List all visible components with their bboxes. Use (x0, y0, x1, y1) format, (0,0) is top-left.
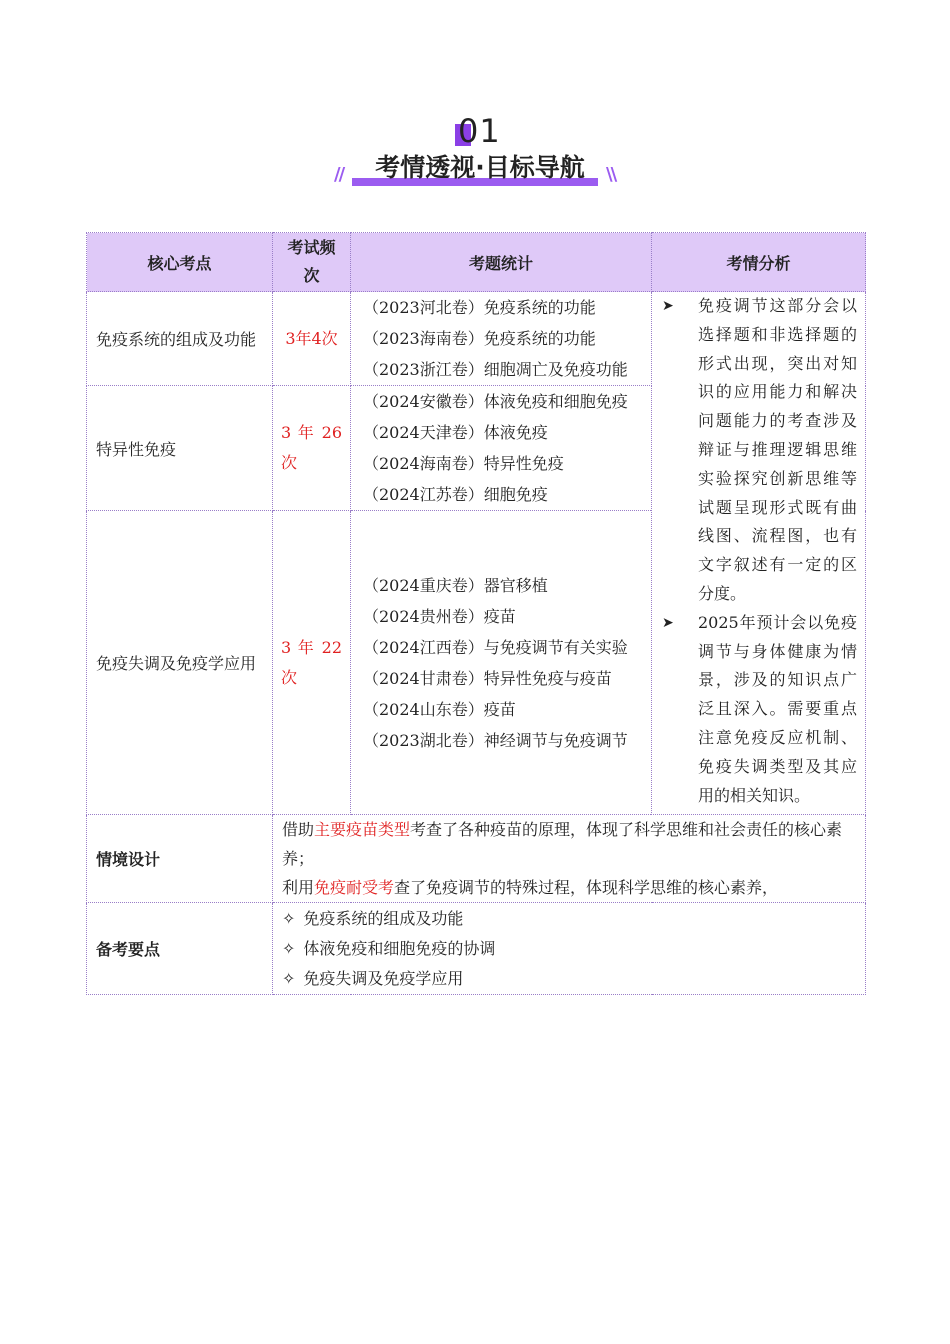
analysis-bullet: ➤ 2025年预计会以免疫调节与身体健康为情景，涉及的知识点广泛且深入。需要重点注意免疫反应机制、免疫失调类型及其应用的相关知识。 (660, 609, 857, 811)
exam-analysis-table (86, 232, 866, 995)
highlight-text: 免疫耐受考 (314, 878, 395, 897)
prep-item: ✧ 体液免疫和细胞免疫的协调 (282, 938, 496, 958)
table-header-row (87, 233, 866, 292)
arrowhead-bullet-icon: ➤ (662, 298, 674, 314)
scenario-label: 情境设计 (87, 815, 273, 903)
statistics-cell (351, 511, 652, 815)
right-slash-decoration: \\ (606, 164, 616, 185)
arrowhead-bullet-icon: ➤ (662, 614, 674, 631)
stat-item: （2024甘肃卷）特异性免疫与疫苗 (363, 668, 612, 688)
stat-item: （2023湖北卷）神经调节与免疫调节 (363, 730, 628, 750)
table-row (87, 292, 866, 386)
header-analysis: 考情分析 (652, 233, 866, 292)
diamond-bullet-icon: ✧ (282, 968, 296, 988)
analysis-bullet: ➤ 免疫调节这部分会以选择题和非选择题的形式出现，突出对知识的应用能力和解决问题能力的考查涉及辩证与推理逻辑思维实验探究创新思维等试题呈现形式既有曲线图、流程图，也有文字叙述有一定的区分度。 (660, 292, 857, 609)
preparation-row (87, 903, 866, 995)
prep-item: ✧ 免疫失调及免疫学应用 (282, 968, 464, 988)
header-core-topic: 核心考点 (87, 233, 273, 292)
preparation-label: 备考要点 (87, 903, 273, 995)
highlight-text: 主要疫苗类型 (314, 820, 411, 839)
stat-item: （2024重庆卷）器官移植 (363, 575, 548, 595)
section-number: 01 (458, 112, 501, 150)
stat-item: （2024天津卷）体液免疫 (363, 423, 548, 442)
stat-item: （2023河北卷）免疫系统的功能 (363, 298, 596, 317)
stat-item: （2023浙江卷）细胞凋亡及免疫功能 (363, 360, 628, 379)
topic-cell: 免疫失调及免疫学应用 (87, 511, 273, 815)
scenario-line-1: 借助主要疫苗类型考查了各种疫苗的原理，体现了科学思维和社会责任的核心素养； (282, 820, 843, 868)
header-frequency: 考试频次 (273, 233, 351, 292)
section-header (0, 108, 950, 198)
stat-item: （2024山东卷）疫苗 (363, 699, 516, 719)
preparation-points (273, 903, 866, 995)
stat-item: （2024江西卷）与免疫调节有关实验 (363, 637, 628, 657)
stat-item: （2024安徽卷）体液免疫和细胞免疫 (363, 392, 628, 411)
statistics-cell (351, 292, 652, 386)
frequency-cell: 3 年 26 次 (273, 386, 351, 511)
stat-item: （2024海南卷）特异性免疫 (363, 454, 564, 473)
scenario-text (273, 815, 866, 903)
stat-item: （2024贵州卷）疫苗 (363, 606, 516, 626)
topic-cell: 特异性免疫 (87, 386, 273, 511)
analysis-cell (652, 292, 866, 815)
section-title: 考情透视·目标导航 (375, 153, 585, 182)
left-slash-decoration: // (334, 164, 344, 185)
scenario-row (87, 815, 866, 903)
diamond-bullet-icon: ✧ (282, 908, 296, 928)
stat-item: （2023海南卷）免疫系统的功能 (363, 329, 596, 348)
frequency-cell: 3 年 22 次 (273, 511, 351, 815)
topic-cell: 免疫系统的组成及功能 (87, 292, 273, 386)
prep-item: ✧ 免疫系统的组成及功能 (282, 908, 464, 928)
stat-item: （2024江苏卷）细胞免疫 (363, 485, 548, 504)
frequency-cell: 3年4次 (273, 292, 351, 386)
header-statistics: 考题统计 (351, 233, 652, 292)
statistics-cell (351, 386, 652, 511)
diamond-bullet-icon: ✧ (282, 938, 296, 958)
scenario-line-2: 利用免疫耐受考查了免疫调节的特殊过程，体现科学思维的核心素养， (282, 878, 779, 897)
